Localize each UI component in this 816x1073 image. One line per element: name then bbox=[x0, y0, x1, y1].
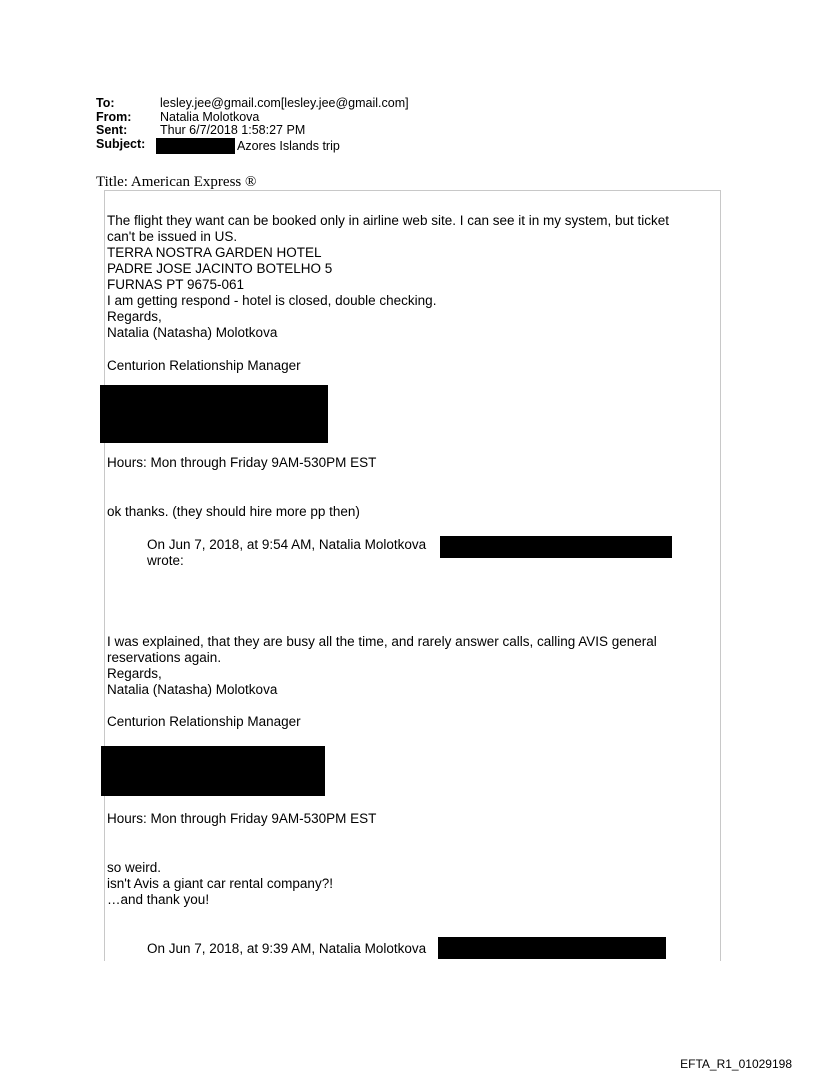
quote-header: On Jun 7, 2018, at 9:39 AM, Natalia Molotkova bbox=[147, 941, 427, 956]
hours-line: Hours: Mon through Friday 9AM-530PM EST bbox=[107, 811, 377, 826]
body-line: I am getting respond - hotel is closed, double checking. bbox=[107, 293, 437, 308]
reply-line: isn't Avis a giant car rental company?! bbox=[107, 876, 333, 891]
reply-line: ok thanks. (they should hire more pp then) bbox=[107, 504, 360, 519]
body-line: Natalia (Natasha) Molotkova bbox=[107, 682, 278, 697]
document-title: Title: American Express ® bbox=[96, 174, 257, 190]
to-label: To: bbox=[96, 96, 115, 110]
subject-value-wrap bbox=[160, 138, 340, 154]
hours-line: Hours: Mon through Friday 9AM-530PM EST bbox=[107, 455, 377, 470]
sent-value: Thur 6/7/2018 1:58:27 PM bbox=[160, 123, 306, 137]
quote-header: On Jun 7, 2018, at 9:54 AM, Natalia Molotkova bbox=[147, 537, 427, 552]
signature-role: Centurion Relationship Manager bbox=[107, 358, 301, 373]
body-line: FURNAS PT 9675-061 bbox=[107, 277, 245, 292]
body-line: reservations again. bbox=[107, 650, 222, 665]
email-redaction bbox=[440, 536, 672, 558]
body-line: can't be issued in US. bbox=[107, 229, 238, 244]
subject-value: Azores Islands trip bbox=[237, 138, 340, 153]
body-line: PADRE JOSE JACINTO BOTELHO 5 bbox=[107, 261, 333, 276]
body-line: TERRA NOSTRA GARDEN HOTEL bbox=[107, 245, 322, 260]
to-row bbox=[96, 97, 409, 111]
subject-row bbox=[96, 138, 409, 154]
subject-redaction bbox=[156, 138, 235, 154]
signature-role: Centurion Relationship Manager bbox=[107, 714, 301, 729]
document-id: EFTA_R1_01029198 bbox=[680, 1057, 792, 1071]
from-row bbox=[96, 111, 409, 125]
to-value: lesley.jee@gmail.com[lesley.jee@gmail.com] bbox=[160, 96, 409, 110]
signature-redaction bbox=[100, 385, 328, 443]
body-line: I was explained, that they are busy all the time, and rarely answer calls, calling AVIS general bbox=[107, 634, 657, 649]
subject-label: Subject: bbox=[96, 136, 146, 151]
body-line: Regards, bbox=[107, 666, 162, 681]
from-label: From: bbox=[96, 109, 132, 124]
quote-header-cont: wrote: bbox=[147, 553, 184, 568]
sent-row bbox=[96, 124, 409, 138]
reply-line: so weird. bbox=[107, 860, 162, 875]
email-header bbox=[96, 97, 409, 154]
sent-label: Sent: bbox=[96, 123, 128, 137]
reply-line: …and thank you! bbox=[107, 892, 210, 907]
body-line: The flight they want can be booked only in airline web site. I can see it in my system, but ticket bbox=[107, 213, 670, 228]
email-redaction bbox=[438, 937, 666, 959]
body-line: Natalia (Natasha) Molotkova bbox=[107, 325, 278, 340]
from-value: Natalia Molotkova bbox=[160, 109, 260, 124]
body-line: Regards, bbox=[107, 309, 162, 324]
signature-redaction bbox=[101, 746, 325, 796]
